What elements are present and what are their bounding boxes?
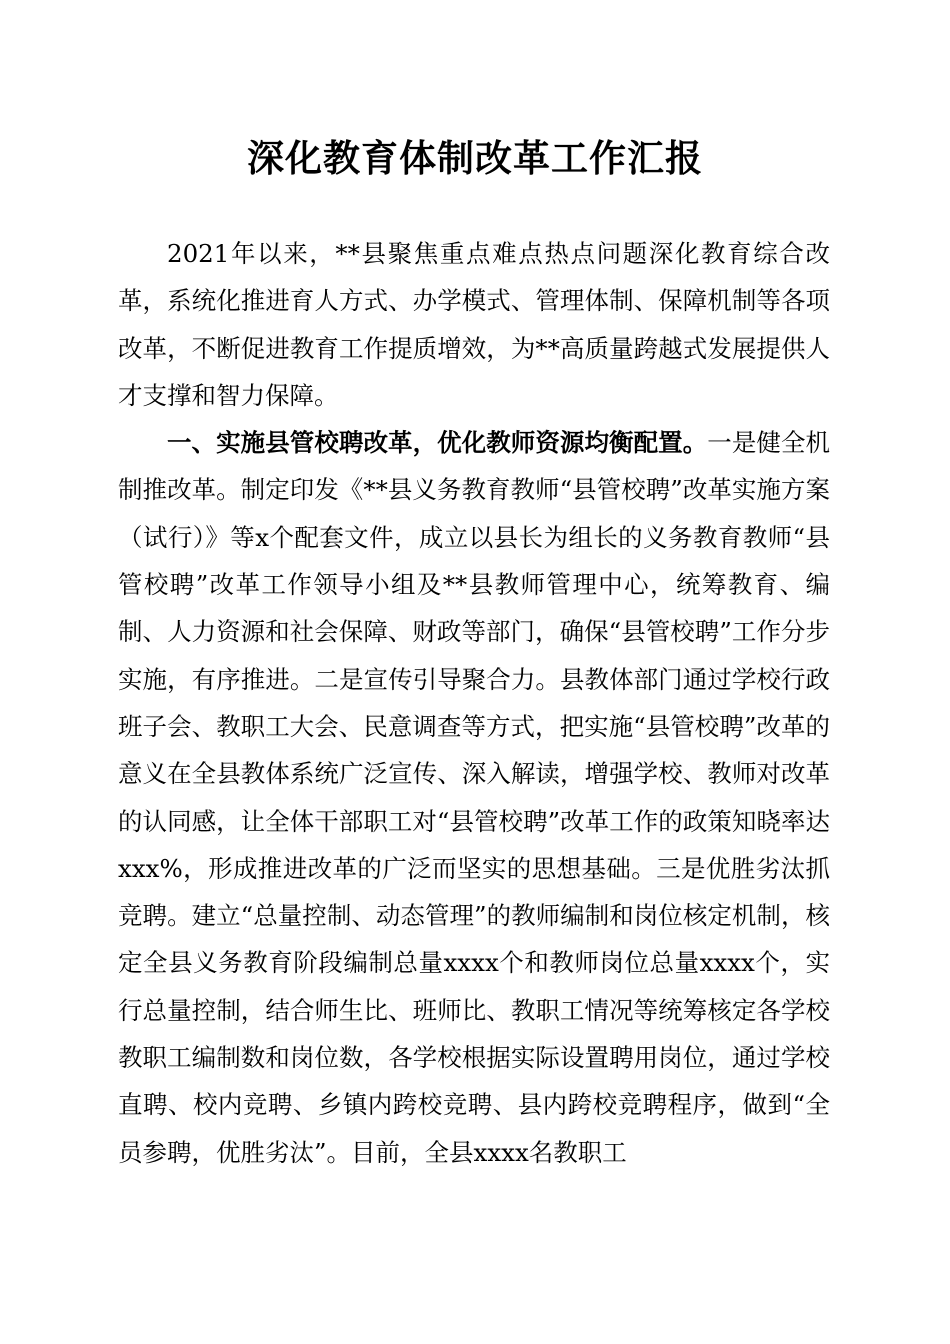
section-1-body: 一是健全机制推改革。制定印发《**县义务教育教师“县管校聘”改革实施方案（试行）》等x个配套文件，成立以县长为组长的义务教育教师“县管校聘”改革工作领导小组及**县教师管理中心，统筹教育、编制、人力资源和社会保障、财政等部门，确保“县管校聘”工作分步实施，有序推进。二是宣传引导聚合力。县教体部门通过学校行政班子会、教职工大会、民意调查等方式，把实施“县管校聘”改革的意义在全县教体系统广泛宣传、深入解读，增强学校、教师对改革的认同感，让全体干部职工对“县管校聘”改革工作的政策知晓率达xxx%，形成推进改革的广泛而坚实的思想基础。三是优胜劣汰抓竞聘。建立“总量控制、动态管理”的教师编制和岗位核定机制，核定全县义务教育阶段编制总量xxxx个和教师岗位总量xxxx个，实行总量控制，结合师生比、班师比、教职工情况等统筹核定各学校教职工编制数和岗位数，各学校根据实际设置聘用岗位，通过学校直聘、校内竞聘、乡镇内跨校竞聘、县内跨校竞聘程序，做到“全员参聘，优胜劣汰”。目前，全县xxxx名教职工 [118,428,831,1167]
intro-paragraph: 2021年以来，**县聚焦重点难点热点问题深化教育综合改革，系统化推进育人方式、办学模式、管理体制、保障机制等各项改革，不断促进教育工作提质增效，为**高质量跨越式发展提供人才支撑和智力保障。 [118,239,830,410]
document-body [118,230,830,1176]
section-1-heading: 一、实施县管校聘改革，优化教师资源均衡配置。 [167,428,708,458]
section-1-paragraph [118,419,830,1176]
document-title: 深化教育体制改革工作汇报 [247,136,703,180]
